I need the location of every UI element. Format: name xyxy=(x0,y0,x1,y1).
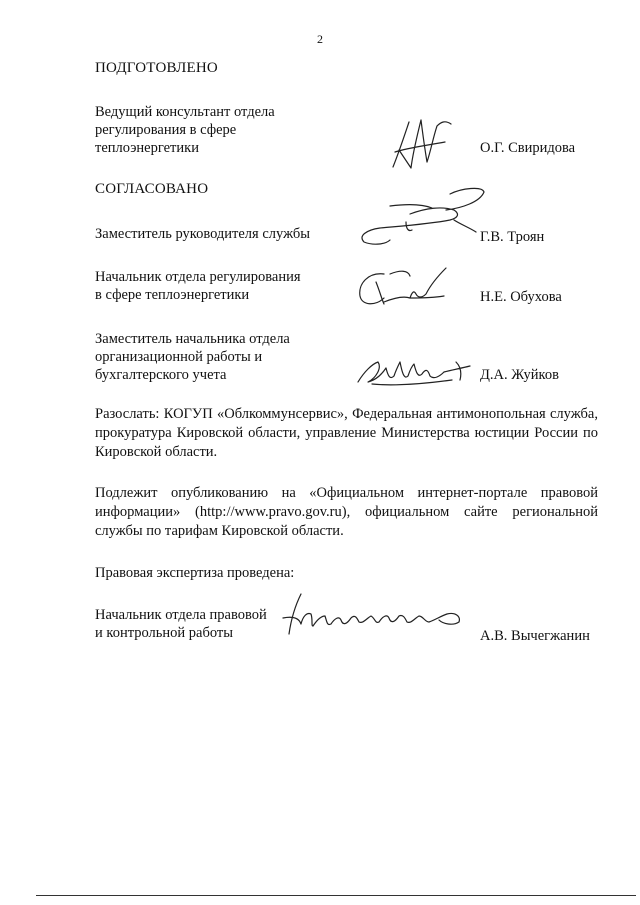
signature-sviridova xyxy=(385,112,455,174)
page-number: 2 xyxy=(317,32,323,46)
prepared-heading: ПОДГОТОВЛЕНО xyxy=(95,60,218,76)
agreed-signer-1-name: Г.В. Троян xyxy=(480,229,545,245)
signature-troyan xyxy=(350,180,490,260)
agreed-signer-2-name: Н.Е. Обухова xyxy=(480,289,562,305)
bottom-divider xyxy=(36,895,636,896)
legal-review-note: Правовая экспертиза проведена: xyxy=(95,565,295,581)
agreed-heading: СОГЛАСОВАНО xyxy=(95,181,209,197)
agreed-signer-3-name: Д.А. Жуйков xyxy=(480,367,559,383)
distribution-text: Разослать: КОГУП «Облкоммунсервис», Федеральная антимонопольная служба, прокуратура Кировской области, управление Министерства юстиции России по Кировской области. xyxy=(95,406,598,460)
signature-vychegzhanin xyxy=(275,590,470,640)
signature-zhuykov xyxy=(352,352,477,392)
legal-review-name: А.В. Вычегжанин xyxy=(480,628,590,644)
publication-text: Подлежит опубликованию на «Официальном интернет-портале правовой информации» (http://www.pravo.gov.ru), официальном сайте региональной службы по тарифам Кировской области. xyxy=(95,485,598,539)
prepared-position: Ведущий консультант отдела регулирования в сфере теплоэнергетики xyxy=(95,104,275,156)
agreed-signer-3-position: Заместитель начальника отдела организационной работы и бухгалтерского учета xyxy=(95,331,290,383)
prepared-name: О.Г. Свиридова xyxy=(480,140,576,156)
agreed-signer-2-position: Начальник отдела регулирования в сфере теплоэнергетики xyxy=(95,269,301,303)
signature-obukhova xyxy=(350,262,460,312)
agreed-signer-1-position: Заместитель руководителя службы xyxy=(95,226,311,242)
legal-review-position: Начальник отдела правовой и контрольной работы xyxy=(95,607,267,641)
